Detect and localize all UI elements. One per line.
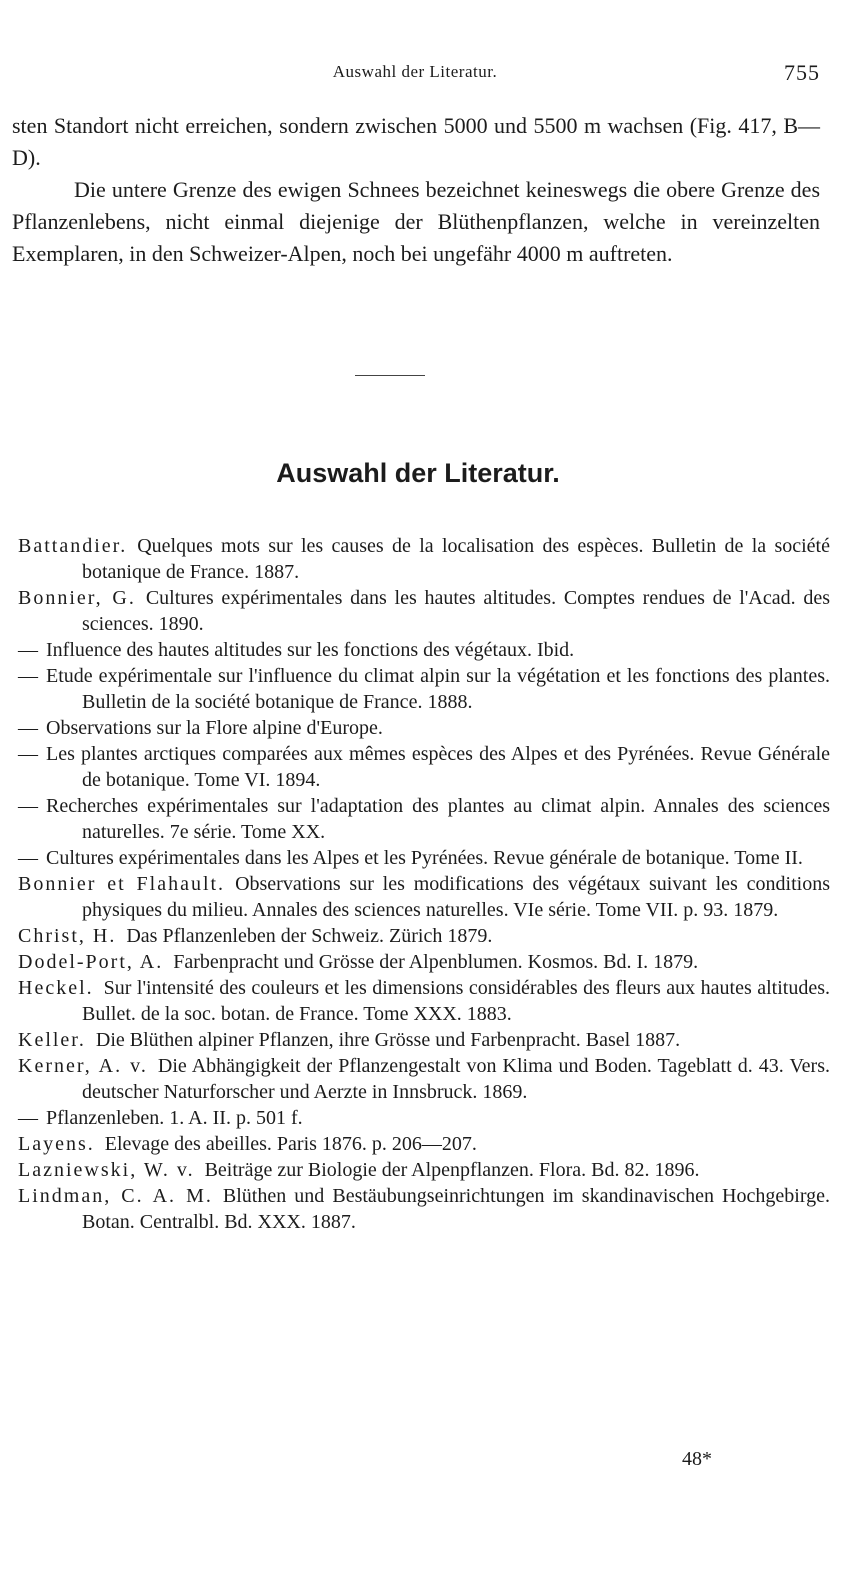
entry-text: Influence des hautes altitudes sur les fonctions des végétaux. Ibid. <box>46 639 575 661</box>
entry-text: Pflanzenleben. 1. A. II. p. 501 f. <box>46 1107 303 1129</box>
ditto-dash: — <box>18 795 38 817</box>
entry-author: Dodel-Port, A. <box>18 951 164 973</box>
bibliography-entry <box>18 637 830 663</box>
entry-text: Observations sur les modifications des végétaux suivant les conditions physiques du milieu. Annales des sciences naturelles. VIe série. Tome VII. p. 93. 1879. <box>82 873 830 921</box>
bibliography-entry <box>18 1131 830 1157</box>
bibliography-entry <box>18 793 830 845</box>
sheet-signature: 48* <box>682 1448 712 1470</box>
entry-author: Heckel. <box>18 977 94 999</box>
entry-author: Bonnier, G. <box>18 587 136 609</box>
running-head <box>0 60 850 88</box>
running-title: Auswahl der Literatur. <box>332 62 498 81</box>
entry-author: Keller. <box>18 1029 86 1051</box>
bibliography-entry <box>18 1105 830 1131</box>
bibliography-entry <box>18 1157 830 1183</box>
ditto-dash: — <box>18 847 38 869</box>
bibliography-entry <box>18 741 830 793</box>
bibliography-entry <box>18 663 830 715</box>
entry-text: Die Abhängigkeit der Pflanzengestalt von Klima und Boden. Tageblatt d. 43. Vers. deutscher Naturforscher und Aerzte in Innsbruck. 1869. <box>82 1055 830 1103</box>
entry-text: Die Blüthen alpiner Pflanzen, ihre Grösse und Farbenpracht. Basel 1887. <box>95 1029 681 1051</box>
entry-author: Bonnier et Flahault. <box>18 873 226 895</box>
section-divider <box>355 375 425 376</box>
bibliography-entry <box>18 1053 830 1105</box>
intro-text <box>12 110 820 270</box>
entry-author: Christ, H. <box>18 925 117 947</box>
bibliography-entry <box>18 1027 830 1053</box>
entry-author: Lindman, C. A. M. <box>18 1185 213 1207</box>
bibliography-entry <box>18 1183 830 1235</box>
entry-text: Farbenpracht und Grösse der Alpenblumen. Kosmos. Bd. I. 1879. <box>173 951 699 973</box>
bibliography-entry <box>18 585 830 637</box>
entry-text: Etude expérimentale sur l'influence du climat alpin sur la végétation et les fonctions des plantes. Bulletin de la société botanique de France. 1888. <box>46 665 830 713</box>
entry-author: Battandier. <box>18 535 128 557</box>
entry-text: Cultures expérimentales dans les hautes altitudes. Comptes rendues de l'Acad. des sciences. 1890. <box>82 587 830 635</box>
page-number: 755 <box>784 60 820 85</box>
bibliography-entry <box>18 715 830 741</box>
bibliography-list <box>18 533 830 1235</box>
entry-author: Lazniewski, W. v. <box>18 1159 195 1181</box>
entry-text: Sur l'intensité des couleurs et les dimensions considérables des fleurs aux hautes altitudes. Bullet. de la soc. botan. de France. Tome XXX. 1883. <box>82 977 830 1025</box>
bibliography-entry <box>18 923 830 949</box>
entry-text: Quelques mots sur les causes de la localisation des espèces. Bulletin de la société botanique de France. 1887. <box>82 535 830 583</box>
section-title: Auswahl der Literatur. <box>276 458 560 488</box>
entry-text: Das Pflanzenleben der Schweiz. Zürich 1879. <box>126 925 493 947</box>
entry-author: Kerner, A. v. <box>18 1055 148 1077</box>
intro-paragraph: sten Standort nicht erreichen, sondern zwischen 5000 und 5500 m wachsen (Fig. 417, B—D). <box>12 113 820 170</box>
entry-text: Les plantes arctiques comparées aux mêmes espèces des Alpes et des Pyrénées. Revue Générale de botanique. Tome VI. 1894. <box>46 743 830 791</box>
entry-text: Beiträge zur Biologie der Alpenpflanzen. Flora. Bd. 82. 1896. <box>204 1159 700 1181</box>
entry-text: Cultures expérimentales dans les Alpes et les Pyrénées. Revue générale de botanique. Tome II. <box>46 847 803 869</box>
bibliography-entry <box>18 871 830 923</box>
bibliography-entry <box>18 533 830 585</box>
entry-text: Blüthen und Bestäubungseinrichtungen im skandinavischen Hochgebirge. Botan. Centralbl. Bd. XXX. 1887. <box>82 1185 830 1233</box>
ditto-dash: — <box>18 743 38 765</box>
intro-paragraph: Die untere Grenze des ewigen Schnees bezeichnet keineswegs die obere Grenze des Pflanzenlebens, nicht einmal diejenige der Blüthenpflanzen, welche in vereinzelten Exemplaren, in den Schweizer-Alpen, noch bei ungefähr 4000 m auftreten. <box>12 177 820 266</box>
ditto-dash: — <box>18 639 38 661</box>
entry-text: Elevage des abeilles. Paris 1876. p. 206—207. <box>104 1133 477 1155</box>
ditto-dash: — <box>18 717 38 739</box>
ditto-dash: — <box>18 665 38 687</box>
bibliography-entry <box>18 845 830 871</box>
entry-text: Recherches expérimentales sur l'adaptation des plantes au climat alpin. Annales des sciences naturelles. 7e série. Tome XX. <box>46 795 830 843</box>
entry-text: Observations sur la Flore alpine d'Europe. <box>46 717 383 739</box>
entry-author: Layens. <box>18 1133 95 1155</box>
bibliography-entry <box>18 975 830 1027</box>
bibliography-entry <box>18 949 830 975</box>
ditto-dash: — <box>18 1107 38 1129</box>
